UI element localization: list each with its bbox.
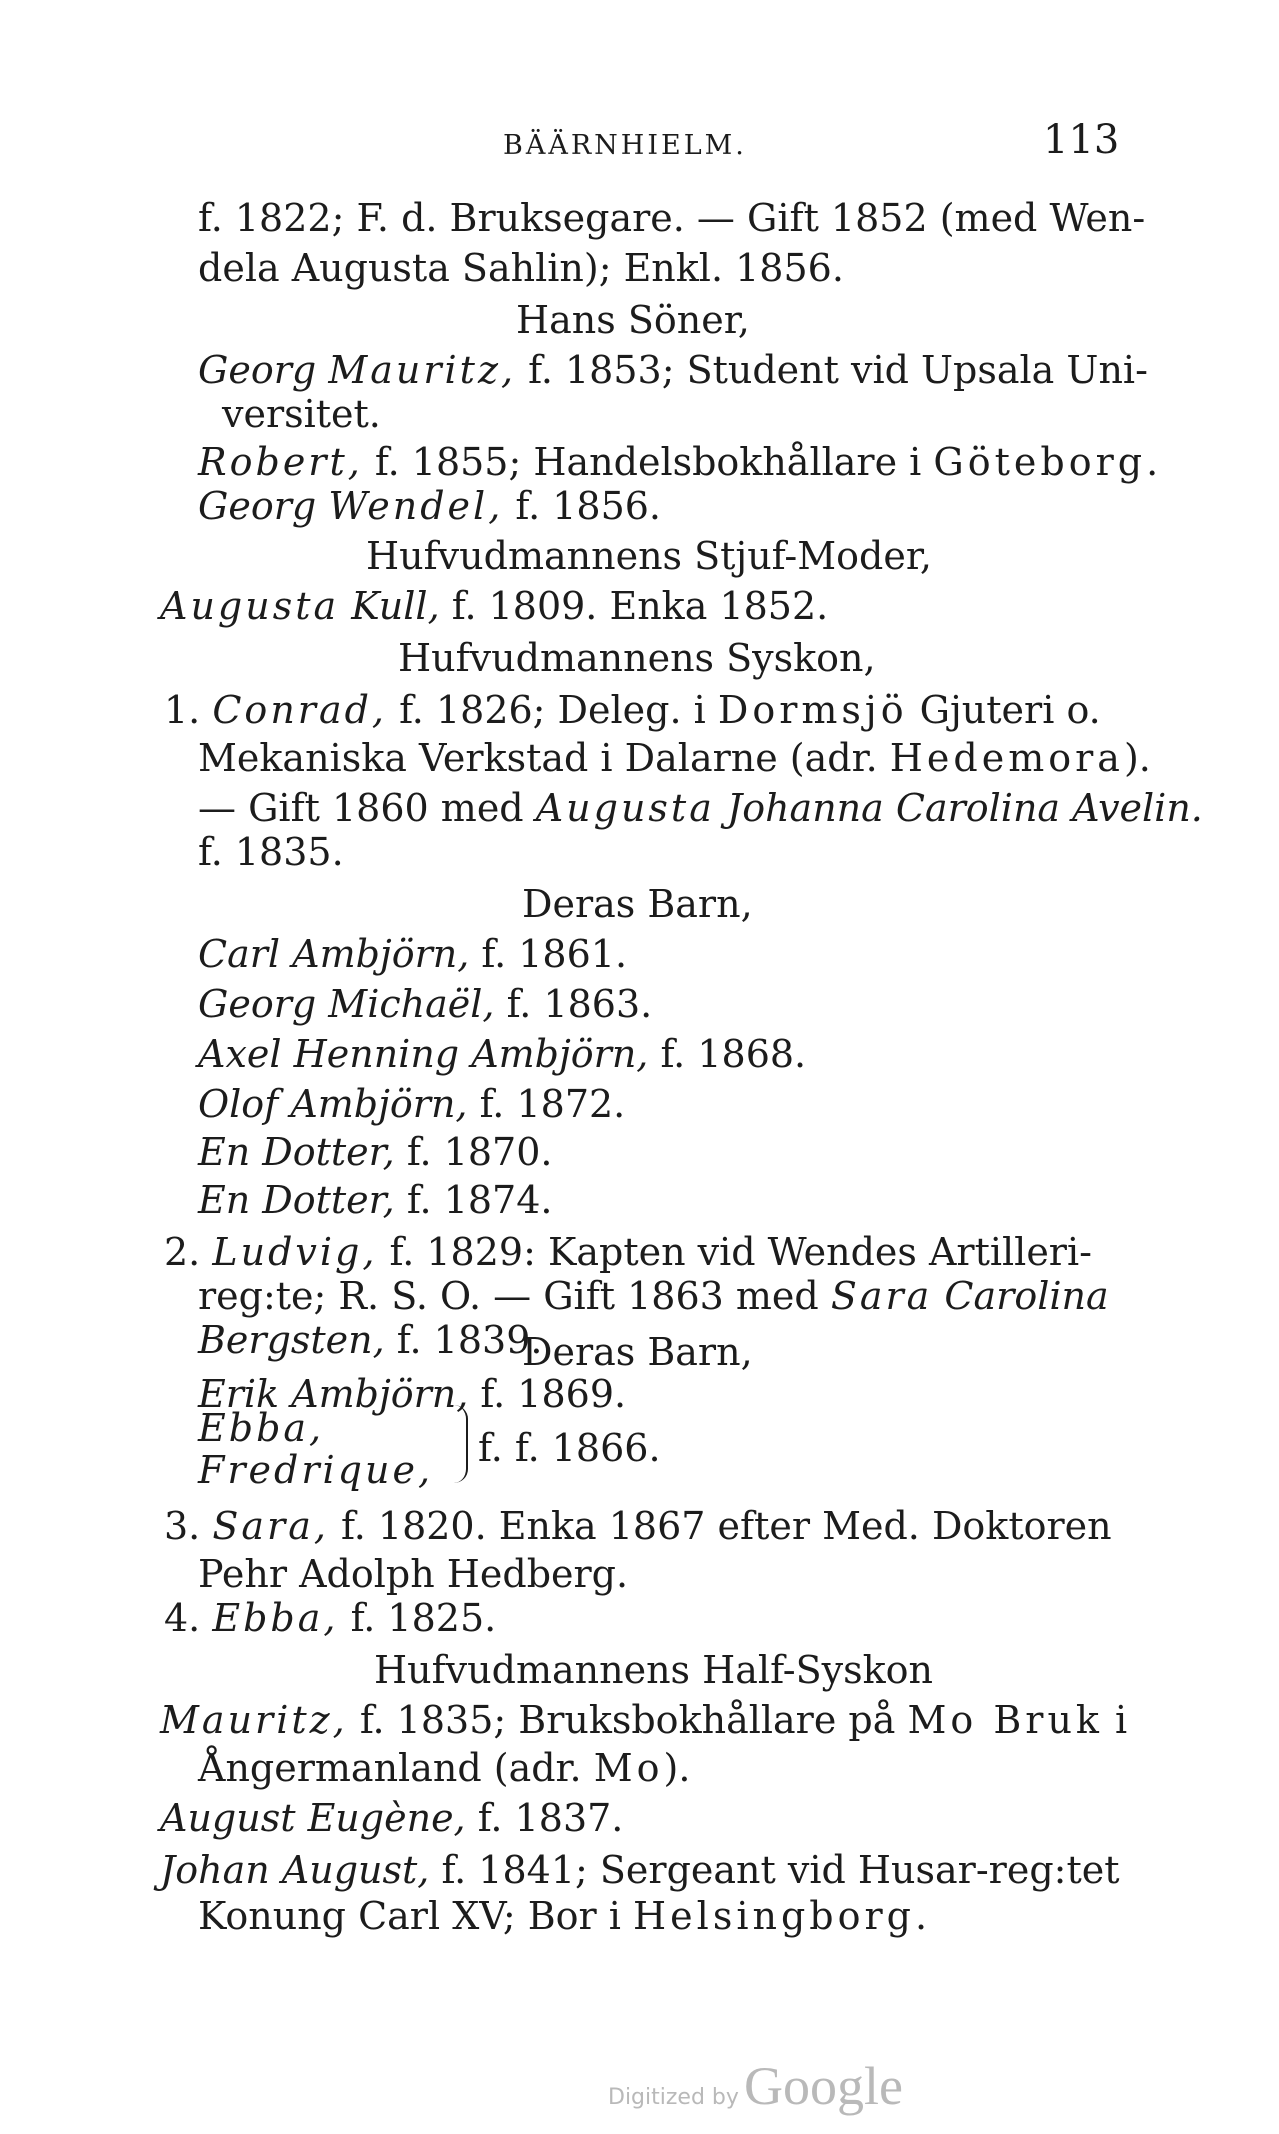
entry-line [198, 786, 1203, 830]
section-heading: Hufvudmannens Stjuf-Moder, [366, 534, 932, 578]
entry-line [198, 1746, 690, 1790]
text-line: Pehr Adolph Hedberg. [198, 1552, 629, 1596]
entry-text: f. 1835; Bruksbokhållare på [347, 1698, 908, 1742]
entry-line [164, 688, 1101, 732]
entry-text: f. 1839. [384, 1318, 543, 1362]
person-name: Olof Ambjörn, [198, 1082, 468, 1126]
entry-text: Konung Carl XV; Bor i [198, 1894, 634, 1938]
person-name: En Dotter, [198, 1130, 395, 1174]
entry-text: f. 1870. [394, 1130, 553, 1174]
entry-text: f. 1829: Kapten vid Wendes Artilleri- [377, 1230, 1092, 1274]
child-line [198, 982, 652, 1026]
child-name: Ebba, [198, 1406, 325, 1450]
child-line [198, 1130, 552, 1174]
section-heading: Hufvudmannens Syskon, [398, 636, 876, 680]
entry-text: Gjuteri o. [907, 688, 1101, 732]
person-name: Georg Michaël, [198, 982, 495, 1026]
place-name: Göteborg. [933, 440, 1163, 484]
person-name-spaced: Ebba, [212, 1596, 339, 1640]
entry-text: ). [1123, 736, 1151, 780]
person-name-spaced: Mauritz, [160, 1698, 348, 1742]
section-heading: Hans Söner, [516, 298, 750, 342]
entry-number: 4. [164, 1596, 201, 1640]
entry-text: f. 1869. [468, 1372, 627, 1416]
person-name-spaced: Mauritz, [328, 348, 517, 392]
text-line: f. 1822; F. d. Bruksegare. — Gift 1852 (med Wen- [198, 196, 1146, 240]
place-name: Dormsjö [717, 688, 908, 732]
person-name-spaced: Augusta [160, 584, 340, 628]
running-title: BÄÄRNHIELM. [503, 130, 747, 161]
entry-line [198, 484, 661, 528]
entry-number: 3. [164, 1504, 201, 1548]
grouping-brace [452, 1405, 468, 1483]
entry-line [160, 1796, 623, 1840]
entry-line [164, 1230, 1092, 1274]
person-name: Georg [198, 348, 317, 392]
entry-text: Mekaniska Verkstad i Dalarne (adr. [198, 736, 890, 780]
entry-line [198, 1318, 542, 1362]
page-number: 113 [1043, 117, 1120, 163]
entry-line [160, 1698, 1127, 1742]
place-name: Mo Bruk [907, 1698, 1103, 1742]
child-line [198, 1082, 625, 1126]
entry-text: f. 1861. [469, 932, 628, 976]
text-line: f. 1835. [198, 830, 344, 874]
entry-line [164, 1596, 496, 1640]
entry-text: f. 1809. Enka 1852. [439, 584, 829, 628]
entry-line [198, 348, 1148, 392]
entry-text: f. 1837. [465, 1796, 624, 1840]
place-name: Mo [593, 1746, 664, 1790]
watermark-prefix: Digitized by [608, 2085, 739, 2110]
entry-text: f. 1874. [394, 1178, 553, 1222]
person-name: Bergsten, [198, 1318, 385, 1362]
person-name: Carolina [932, 1274, 1109, 1318]
entry-line [198, 1894, 927, 1938]
entry-text: — Gift 1860 med [198, 786, 536, 830]
person-name-spaced: Conrad, [212, 688, 388, 732]
entry-text: i [1102, 1698, 1128, 1742]
entry-text: f. 1863. [494, 982, 653, 1026]
child-line [198, 932, 627, 976]
person-name: Georg [198, 484, 317, 528]
entry-number: 1. [164, 688, 201, 732]
child-line [198, 1178, 552, 1222]
person-name-spaced: Wendel, [328, 484, 504, 528]
child-line [198, 1032, 806, 1076]
entry-text: f. 1820. Enka 1867 efter Med. Doktoren [328, 1504, 1112, 1548]
section-heading: Hufvudmannens Half-Syskon [374, 1648, 933, 1692]
entry-text: reg:te; R. S. O. — Gift 1863 med [198, 1274, 831, 1318]
entry-line [160, 584, 828, 628]
person-name: Erik Ambjörn, [198, 1372, 469, 1416]
digitized-watermark [608, 2055, 903, 2117]
person-name-spaced: Robert, [198, 440, 363, 484]
child-name: Fredrique, [198, 1448, 434, 1492]
entry-text: f. 1855; Handelsbokhållare i [362, 440, 934, 484]
entry-text: f. 1856. [503, 484, 662, 528]
place-name: Hedemora [889, 736, 1124, 780]
entry-line [160, 1848, 1119, 1892]
person-name: En Dotter, [198, 1178, 395, 1222]
place-name: Helsingborg [633, 1894, 915, 1938]
person-name: August Eugène, [160, 1796, 466, 1840]
entry-text: f. 1853; Student vid Upsala Uni- [516, 348, 1148, 392]
entry-line [164, 1504, 1112, 1548]
person-name: Carl Ambjörn, [198, 932, 470, 976]
entry-line [198, 1274, 1109, 1318]
entry-text: . [914, 1894, 928, 1938]
text-line: versitet. [222, 392, 381, 436]
entry-text: f. 1872. [467, 1082, 626, 1126]
person-name-spaced: Augusta [535, 786, 715, 830]
person-name: Kull, [339, 584, 440, 628]
entry-text: f. f. 1866. [478, 1426, 661, 1470]
google-logo: Google [744, 2056, 903, 2116]
person-name-spaced: Ludvig, [212, 1230, 378, 1274]
entry-text: f. 1841; Sergeant vid Husar-reg:tet [429, 1848, 1120, 1892]
entry-text: f. 1868. [648, 1032, 807, 1076]
person-name-spaced: Sara [830, 1274, 933, 1318]
person-name-spaced: Sara, [212, 1504, 329, 1548]
section-heading-children-2: Deras Barn, [522, 1330, 753, 1374]
entry-number: 2. [164, 1230, 201, 1274]
person-name: Axel Henning Ambjörn, [198, 1032, 649, 1076]
entry-text: Ångermanland (adr. [198, 1746, 594, 1790]
text-line: dela Augusta Sahlin); Enkl. 1856. [198, 246, 844, 290]
person-name: Johanna Carolina Avelin. [714, 786, 1203, 830]
entry-line [198, 440, 1162, 484]
entry-text: f. 1826; Deleg. i [387, 688, 718, 732]
entry-line [198, 736, 1151, 780]
section-heading: Deras Barn, [522, 882, 753, 926]
entry-text: ). [663, 1746, 691, 1790]
person-name: Johan August, [160, 1848, 430, 1892]
entry-text: f. 1825. [338, 1596, 497, 1640]
